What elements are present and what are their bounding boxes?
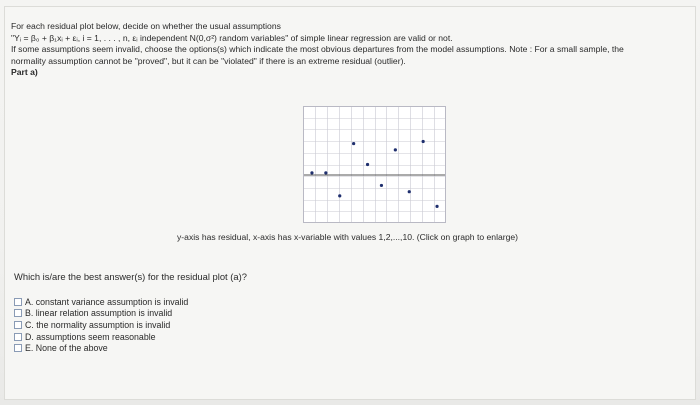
instructions-line-3: If some assumptions seem invalid, choose the options(s) which indicate the most obvious departures from the model assumptions. Note : For a small sample, the xyxy=(11,44,624,54)
instructions-line-1: For each residual plot below, decide on whether the usual assumptions xyxy=(11,21,281,31)
residual-plot[interactable] xyxy=(303,106,446,223)
option-d-checkbox[interactable] xyxy=(14,333,22,341)
option-b-label: B. linear relation assumption is invalid xyxy=(25,308,173,319)
option-a-checkbox[interactable] xyxy=(14,298,22,306)
residual-point xyxy=(380,184,383,187)
option-e[interactable] xyxy=(14,342,188,354)
residual-point xyxy=(422,140,425,143)
option-b[interactable] xyxy=(14,308,188,320)
residual-point xyxy=(352,142,355,145)
residual-point xyxy=(394,148,397,151)
plot-background xyxy=(304,107,446,223)
plot-caption: y-axis has residual, x-axis has x-variable with values 1,2,...,10. (Click on graph to enlarge) xyxy=(177,232,519,242)
option-c[interactable] xyxy=(14,319,188,331)
part-heading: Part a) xyxy=(11,67,38,77)
residual-point xyxy=(366,163,369,166)
residual-point xyxy=(435,205,438,208)
residual-point xyxy=(338,194,341,197)
option-e-checkbox[interactable] xyxy=(14,344,22,352)
residual-point xyxy=(310,171,313,174)
option-a[interactable] xyxy=(14,296,188,308)
question-card xyxy=(4,6,696,400)
option-d[interactable] xyxy=(14,331,188,343)
option-c-checkbox[interactable] xyxy=(14,321,22,329)
question-text: Which is/are the best answer(s) for the residual plot (a)? xyxy=(14,271,247,282)
option-d-label: D. assumptions seem reasonable xyxy=(25,331,156,342)
answer-options xyxy=(14,296,188,354)
instructions-line-4: normality assumption cannot be "proved", but it can be "violated" if there is an extreme residual (outlier). xyxy=(11,55,406,66)
option-b-checkbox[interactable] xyxy=(14,309,22,317)
residual-point xyxy=(408,190,411,193)
option-c-label: C. the normality assumption is invalid xyxy=(25,319,171,330)
option-e-label: E. None of the above xyxy=(25,343,108,354)
residual-plot-svg[interactable] xyxy=(303,106,446,223)
model-equation-line: "Yᵢ = β₀ + β₁xᵢ + εᵢ, i = 1, . . . , n, εᵢ independent N(0,σ²) random variables" of simple linear regression are valid or not. xyxy=(11,32,453,43)
option-a-label: A. constant variance assumption is invalid xyxy=(25,296,189,307)
residual-point xyxy=(324,171,327,174)
instructions xyxy=(11,21,691,79)
